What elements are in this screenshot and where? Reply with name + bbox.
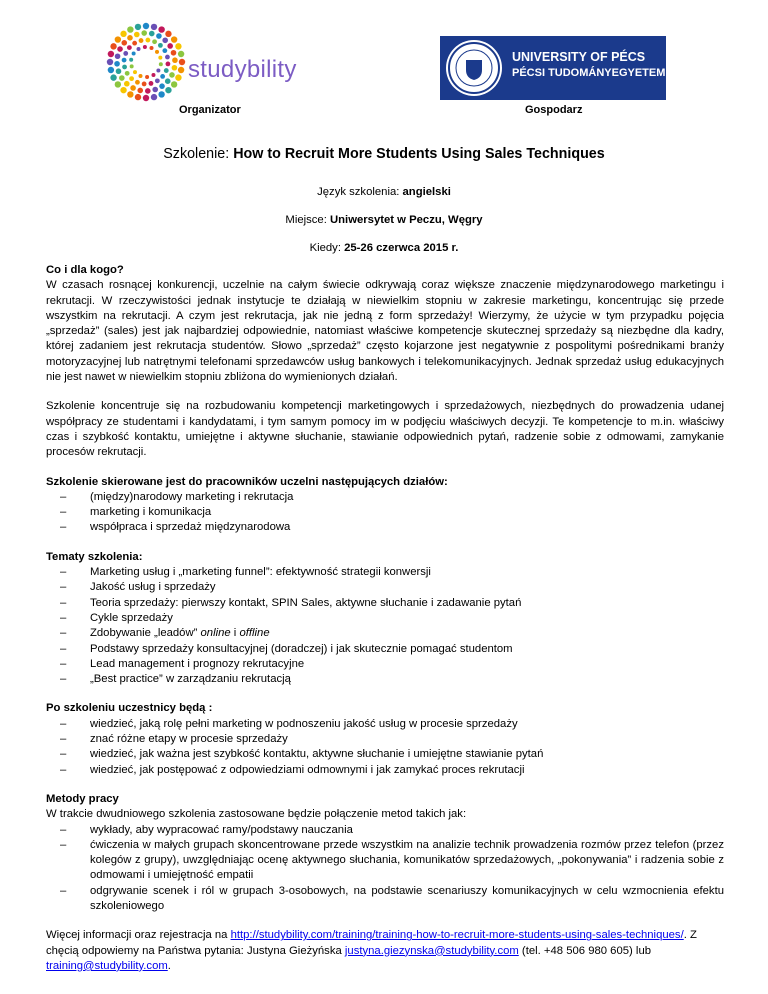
logo-dot xyxy=(127,26,133,32)
logo-dot xyxy=(122,58,127,63)
logo-dot xyxy=(139,38,144,43)
logo-dot xyxy=(135,24,141,30)
list-item: – Lead management i prognozy rekrutacyjne xyxy=(46,657,724,672)
logo-dot xyxy=(158,43,163,48)
logo-dot xyxy=(107,59,113,65)
logo-dot xyxy=(115,36,121,42)
logo-dot xyxy=(115,81,121,87)
logo-dot xyxy=(152,39,157,44)
logo-dot xyxy=(135,80,140,85)
list-item: – współpraca i sprzedaż międzynarodowa xyxy=(46,520,724,535)
registration-link[interactable]: http://studybility.com/training/training-how-to-recruit-more-students-using-sales-techniques/ xyxy=(230,929,684,942)
section-heading: Szkolenie skierowane jest do pracowników uczelni następujących działów: xyxy=(46,475,448,488)
logo-dot xyxy=(171,50,177,56)
logo-dot xyxy=(160,74,165,79)
logo-dot xyxy=(114,61,120,67)
logo-dot xyxy=(110,74,116,80)
logo-dot xyxy=(132,41,137,46)
logo-dot xyxy=(108,67,114,73)
logo-dot xyxy=(145,75,149,79)
logo-dot xyxy=(162,37,168,43)
logo-dot xyxy=(119,75,125,81)
list-item: – Podstawy sprzedaży konsultacyjnej (doradczej) i jak skutecznie pomagać studentom xyxy=(46,642,724,657)
methods-list xyxy=(46,823,724,915)
section-heading: Tematy szkolenia: xyxy=(46,550,143,563)
university-name-en: UNIVERSITY OF PÉCS xyxy=(512,50,646,64)
logo-dot xyxy=(122,65,127,70)
logo-dot xyxy=(120,87,126,93)
language-line: Język szkolenia: angielski xyxy=(317,186,451,198)
logo-dot xyxy=(117,46,123,52)
logo-dot xyxy=(167,43,173,49)
logo-dot xyxy=(166,61,171,66)
university-logo xyxy=(440,36,666,100)
logo-dot xyxy=(137,47,141,51)
logo-dot xyxy=(145,38,150,43)
logo-dot xyxy=(120,31,126,37)
list-item: – Teoria sprzedaży: pierwszy kontakt, SPIN Sales, aktywne słuchanie i zadawanie pytań xyxy=(46,596,724,611)
logo-dot xyxy=(179,59,185,65)
outcomes-list xyxy=(46,717,724,778)
logo-dot xyxy=(124,81,130,87)
list-item: – Zdobywanie „leadów” online i offline xyxy=(46,626,724,641)
logo-dot xyxy=(178,51,184,57)
logo-dot xyxy=(158,56,162,60)
logo-dot xyxy=(138,74,142,78)
logo-dot xyxy=(137,88,143,94)
studybility-logo xyxy=(104,20,324,102)
host-label: Gospodarz xyxy=(525,104,583,116)
list-item: – Cykle sprzedaży xyxy=(46,611,724,626)
list-item: – Marketing usług i „marketing funnel”: efektywność strategii konwersji xyxy=(46,565,724,580)
logo-dot xyxy=(159,62,163,66)
paragraph: W trakcie dwudniowego szkolenia zastosowane będzie połączenie metod takich jak: xyxy=(46,808,467,821)
list-item: – marketing i komunikacja xyxy=(46,505,724,520)
list-item: – wiedzieć, jak postępować z odpowiedziami odmownymi i jak zamykać proces rekrutacji xyxy=(46,763,724,778)
studybility-wordmark: studybility xyxy=(188,56,297,83)
logo-dot xyxy=(116,68,122,74)
logo-dot xyxy=(171,36,177,42)
logo-dot xyxy=(141,30,147,36)
contact-email-link[interactable]: justyna.giezynska@studybility.com xyxy=(344,944,519,957)
logo-dot xyxy=(156,33,162,39)
logo-dot xyxy=(108,51,114,57)
logo-dot xyxy=(165,55,170,60)
logo-dot xyxy=(145,88,151,94)
department-list xyxy=(46,490,724,536)
list-item: – „Best practice” w zarządzaniu rekrutacją xyxy=(46,672,724,687)
logo-dot xyxy=(165,78,171,84)
logo-dot xyxy=(127,91,133,97)
logo-dot xyxy=(127,45,132,50)
logo-dot xyxy=(155,78,160,83)
logo-dot xyxy=(172,65,178,71)
logo-dot xyxy=(155,50,159,54)
logo-dot xyxy=(149,31,155,37)
university-name-hu: PÉCSI TUDOMÁNYEGYETEM xyxy=(512,67,666,79)
paragraph: W czasach rosnącej konkurencji, uczelnie na całym świecie odkrywają coraz większe znaczenie międzynarodowego marketingu i rekrutacji. W rzeczywistości jednak instytucje te działają w niewielkim stopniu w zakresie marketingu, koncentrując się przede wszystkim na rekrutacji. A czym jest rekrutacja, jak nie jedną z form sprzedaży! Wierzymy, że użycie w tym przypadku pojęcia „sprzedaż” (sales) jest jak najbardziej odpowiednie, natomiast właściwe kompetencje skutecznej sprzedaży są niezbędne dla kadry, której zadaniem jest rekrutacja studentów. Słowo „sprzedaż” często kojarzone jest negatywnie z pospolitymi pośrednikami branży motoryzacyjnej lub natrętnymi telefonami sprzedawców usług bankowych i telekomunikacyjnych. Jednak sprzedaż usług edukacyjnych nie jest nawet w niewielkim stopniu zbliżona do wymienionych działań. xyxy=(46,279,724,384)
logo-dot xyxy=(165,31,171,37)
section-heading: Co i dla kogo? xyxy=(46,264,124,276)
list-item: – odgrywanie scenek i ról w grupach 3-osobowych, na podstawie scenariuszy komunikacyjnych w celu wzmocnienia efektu szkoleniowego xyxy=(46,884,724,915)
logo-dot xyxy=(158,91,164,97)
list-item: – (między)narodowy marketing i rekrutacja xyxy=(46,490,724,505)
logo-dot xyxy=(171,81,177,87)
logo-dot xyxy=(175,43,181,49)
list-item: – ćwiczenia w małych grupach skoncentrowane przede wszystkim na analizie technik prowadzenia rozmów przez telefon (przez kolegów z grupy), uwzględniając ocenę aktywnego słuchania, komunikatów sprzedażowych, „pokonywania” i radzenia sobie z odmowami i umiejętność empatii xyxy=(46,838,724,884)
organizer-label: Organizator xyxy=(179,104,241,116)
section-heading: Metody pracy xyxy=(46,792,119,805)
logo-dot xyxy=(132,52,136,56)
logo-dot xyxy=(151,73,155,77)
training-title: Szkolenie: How to Recruit More Students Using Sales Techniques xyxy=(163,146,605,162)
logo-dot xyxy=(159,83,165,89)
list-item: – wiedzieć, jaką rolę pełni marketing w podnoszeniu jakość usług w procesie sprzedaży xyxy=(46,717,724,732)
logo-dot xyxy=(130,85,136,91)
logo-dot xyxy=(127,35,133,41)
document-body xyxy=(46,263,724,974)
logo-dot xyxy=(165,87,171,93)
logo-dot xyxy=(156,68,160,72)
date-line: Kiedy: 25-26 czerwca 2015 r. xyxy=(309,242,459,254)
logo-dot xyxy=(143,95,149,101)
place-line: Miejsce: Uniwersytet w Peczu, Węgry xyxy=(285,214,483,226)
university-seal-icon xyxy=(446,40,502,96)
logo-dot xyxy=(162,48,167,53)
logo-dot xyxy=(152,87,158,93)
logo-dot xyxy=(172,57,178,63)
logo-dot xyxy=(142,82,147,87)
footer-paragraph: Więcej informacji oraz rejestracja na http://studybility.com/training/training-how-to-recruit-more-students-using-sales-techniques/. Z chęcią odpowiemy na Państwa pytania: Justyna Gieżyńska justyna.giezynska@studybility.com (tel. +48 506 980 605) lub training@studybility.com. xyxy=(46,929,697,972)
studybility-dots-icon xyxy=(104,20,188,104)
logo-dot xyxy=(149,81,154,86)
logo-dot xyxy=(135,94,141,100)
logo-dot xyxy=(130,64,134,68)
list-item: – wykłady, aby wypracować ramy/podstawy nauczania xyxy=(46,823,724,838)
logo-dot xyxy=(121,40,127,46)
logo-dot xyxy=(164,68,169,73)
logo-dot xyxy=(134,32,140,38)
list-item: – wiedzieć, jak ważna jest szybkość kontaktu, aktywne słuchanie i umiejętne stawianie pytań xyxy=(46,747,724,762)
logo-dot xyxy=(143,45,147,49)
logo-dot xyxy=(133,70,137,74)
paragraph: Szkolenie koncentruje się na rozbudowaniu kompetencji marketingowych i sprzedażowych, niezbędnych do prowadzenia udanej współpracy ze studentami i kandydatami, i tym samym pomocy im w podjęciu właściwych decyzji. Te kompetencje to m.in. właściwy czas i szybkość kontaktu, umiejętne i aktywne słuchanie, stawianie odpowiednich pytań, radzenie sobie z odmowami, zamykanie procesów rekrutacji. xyxy=(46,400,724,459)
list-item: – Jakość usług i sprzedaży xyxy=(46,580,724,595)
logo-dot xyxy=(175,74,181,80)
logo-dot xyxy=(143,23,149,29)
logo-dot xyxy=(158,26,164,32)
list-item: – znać różne etapy w procesie sprzedaży xyxy=(46,732,724,747)
logo-dot xyxy=(129,76,134,81)
section-heading: Po szkoleniu uczestnicy będą : xyxy=(46,702,213,715)
logo-dot xyxy=(115,53,121,59)
logo-dot xyxy=(151,94,157,100)
logo-dot xyxy=(150,46,154,50)
logo-dot xyxy=(110,43,116,49)
topics-list xyxy=(46,565,724,687)
training-email-link[interactable]: training@studybility.com xyxy=(46,959,168,972)
logo-dot xyxy=(151,24,157,30)
logo-dot xyxy=(125,71,130,76)
logo-dot xyxy=(123,51,128,56)
logo-dot xyxy=(129,58,133,62)
logo-dot xyxy=(169,72,175,78)
logo-dot xyxy=(178,67,184,73)
